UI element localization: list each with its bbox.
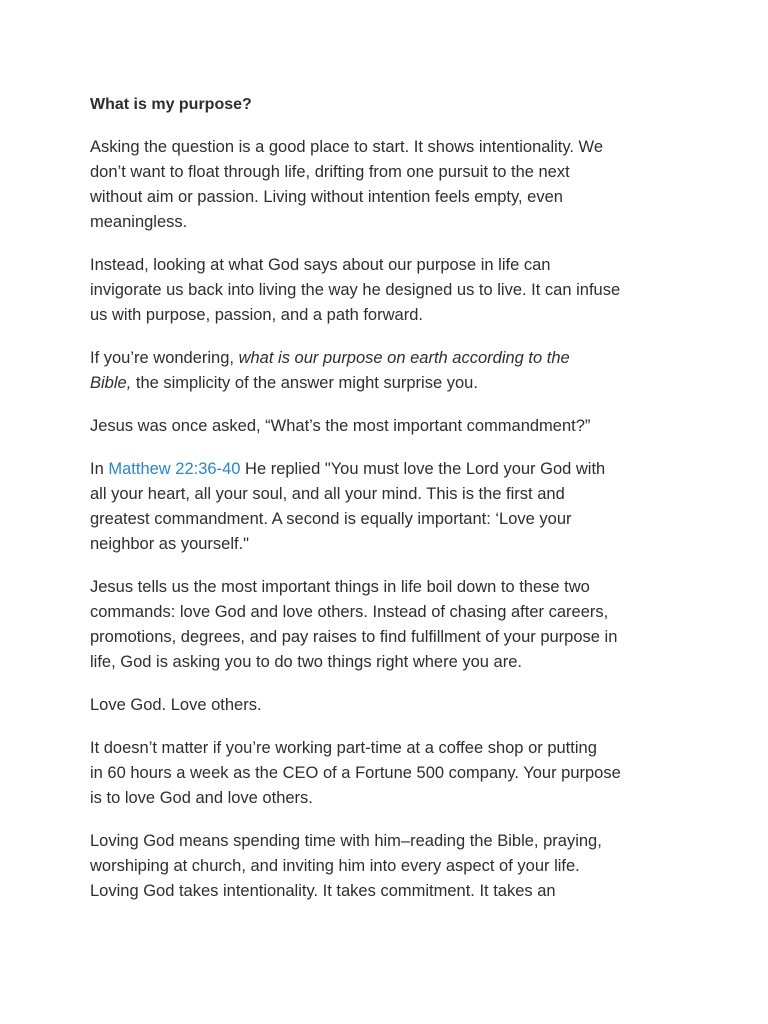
text-line: invigorate us back into living the way he designed us to live. It can infuse bbox=[90, 281, 621, 299]
text-line: Asking the question is a good place to start. It shows intentionality. We bbox=[90, 138, 604, 156]
paragraph-two-commands bbox=[90, 575, 688, 675]
text-segment: If you’re wondering, bbox=[90, 349, 239, 367]
paragraph-instead bbox=[90, 253, 688, 328]
scripture-link[interactable]: Matthew 22:36-40 bbox=[108, 460, 241, 478]
text-line: It doesn’t matter if you’re working part-time at a coffee shop or putting bbox=[90, 739, 597, 757]
paragraph-wondering bbox=[90, 346, 688, 396]
paragraph-matthew bbox=[90, 457, 688, 557]
paragraph-doesnt-matter bbox=[90, 736, 688, 811]
text-line: worshiping at church, and inviting him into every aspect of your life. bbox=[90, 857, 580, 875]
text-line bbox=[90, 457, 688, 482]
page-title: What is my purpose? bbox=[90, 96, 252, 113]
paragraph-intro bbox=[90, 135, 688, 235]
text-line: Jesus tells us the most important things in life boil down to these two bbox=[90, 578, 590, 596]
text-segment: He replied "You must love the Lord your God with bbox=[240, 460, 606, 478]
text-line: Loving God means spending time with him–reading the Bible, praying, bbox=[90, 832, 602, 850]
text-line: Instead, looking at what God says about our purpose in life can bbox=[90, 256, 551, 274]
text-segment: In bbox=[90, 460, 109, 478]
text-line: Jesus was once asked, “What’s the most important commandment?” bbox=[90, 417, 591, 435]
text-line bbox=[90, 371, 688, 396]
italic-text: what is our purpose on earth according to the bbox=[238, 349, 570, 367]
paragraph-loving-god bbox=[90, 829, 688, 904]
text-line: Loving God takes intentionality. It takes commitment. It takes an bbox=[90, 882, 556, 900]
paragraph-love bbox=[90, 693, 688, 718]
text-line: greatest commandment. A second is equally important: ‘Love your bbox=[90, 510, 572, 528]
text-line: don’t want to float through life, drifting from one pursuit to the next bbox=[90, 163, 570, 181]
text-line: promotions, degrees, and pay raises to find fulfillment of your purpose in bbox=[90, 628, 618, 646]
text-line: us with purpose, passion, and a path forward. bbox=[90, 306, 423, 324]
text-line: without aim or passion. Living without intention feels empty, even bbox=[90, 188, 563, 206]
text-line: neighbor as yourself." bbox=[90, 535, 250, 553]
text-line: life, God is asking you to do two things right where you are. bbox=[90, 653, 522, 671]
text-line: Love God. Love others. bbox=[90, 696, 262, 714]
text-segment: the simplicity of the answer might surprise you. bbox=[131, 374, 478, 392]
text-line: is to love God and love others. bbox=[90, 789, 313, 807]
italic-text: Bible, bbox=[90, 374, 132, 392]
text-line: in 60 hours a week as the CEO of a Fortune 500 company. Your purpose bbox=[90, 764, 621, 782]
text-line bbox=[90, 346, 688, 371]
text-line: all your heart, all your soul, and all your mind. This is the first and bbox=[90, 485, 565, 503]
text-line: meaningless. bbox=[90, 213, 188, 231]
text-line: commands: love God and love others. Instead of chasing after careers, bbox=[90, 603, 609, 621]
paragraph-jesus-asked bbox=[90, 414, 688, 439]
